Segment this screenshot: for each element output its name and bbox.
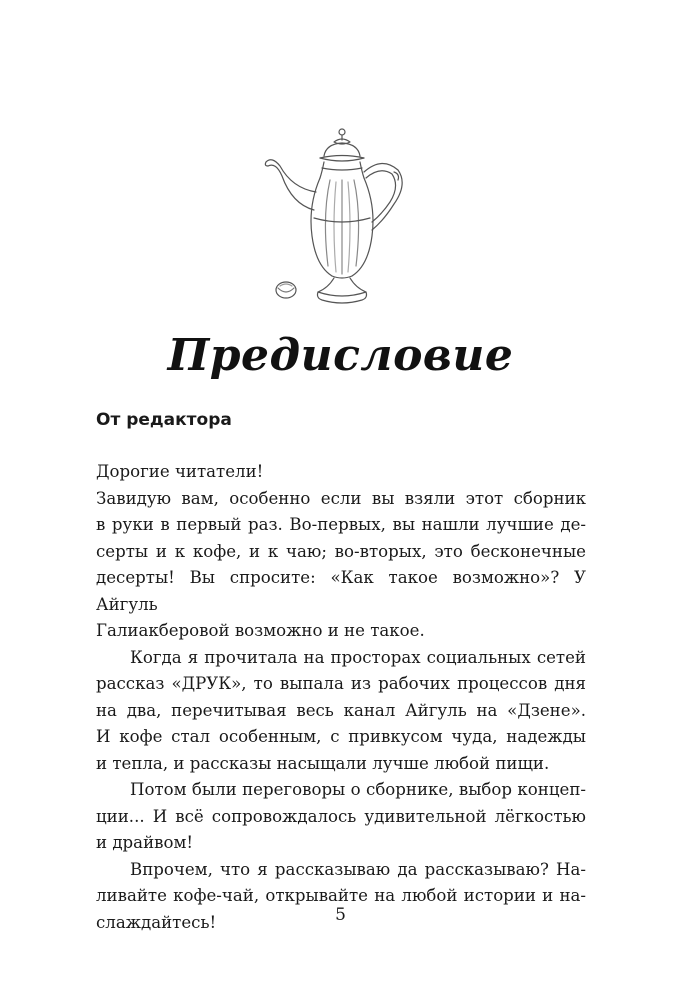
page-number: 5 <box>335 905 346 925</box>
text-line: Галиакберовой возможно и не такое. <box>96 621 425 640</box>
text-line: ции... И всё сопровождалось удивительной лёгкостью <box>96 806 586 826</box>
text-line: в руки в первый раз. Во-первых, вы нашли лучшие де- <box>96 515 586 534</box>
chapter-title: Предисловие <box>167 330 514 381</box>
text-line: Дорогие читатели! <box>96 462 264 481</box>
coffee-pot-illustration <box>262 126 412 316</box>
section-heading: От редактора <box>96 410 232 430</box>
text-line: И кофе стал особенным, с привкусом чуда, надежды <box>96 727 586 746</box>
text-line: Когда я прочитала на просторах социальных сетей <box>130 647 586 667</box>
text-line: слаждайтесь! <box>96 912 217 932</box>
text-line: Завидую вам, особенно если вы взяли этот сборник <box>96 488 586 508</box>
text-line: Потом были переговоры о сборнике, выбор концеп- <box>130 780 586 799</box>
text-line: рассказ «ДРУК», то выпала из рабочих процессов дня <box>96 674 586 693</box>
text-line: ливайте кофе-чай, открывайте на любой истории и на- <box>96 886 586 905</box>
text-line: серты и к кофе, и к чаю; во-вторых, это бесконечные <box>96 541 586 561</box>
body-text <box>96 459 586 936</box>
text-line: десерты! Вы спросите: «Как такое возможно»? У Айгуль <box>96 568 586 614</box>
text-line: Впрочем, что я рассказываю да рассказываю? На- <box>130 859 586 879</box>
text-line: и тепла, и рассказы насыщали лучше любой пищи. <box>96 753 550 773</box>
text-line: и драйвом! <box>96 833 194 852</box>
text-line: на два, перечитывая весь канал Айгуль на «Дзене». <box>96 700 586 720</box>
